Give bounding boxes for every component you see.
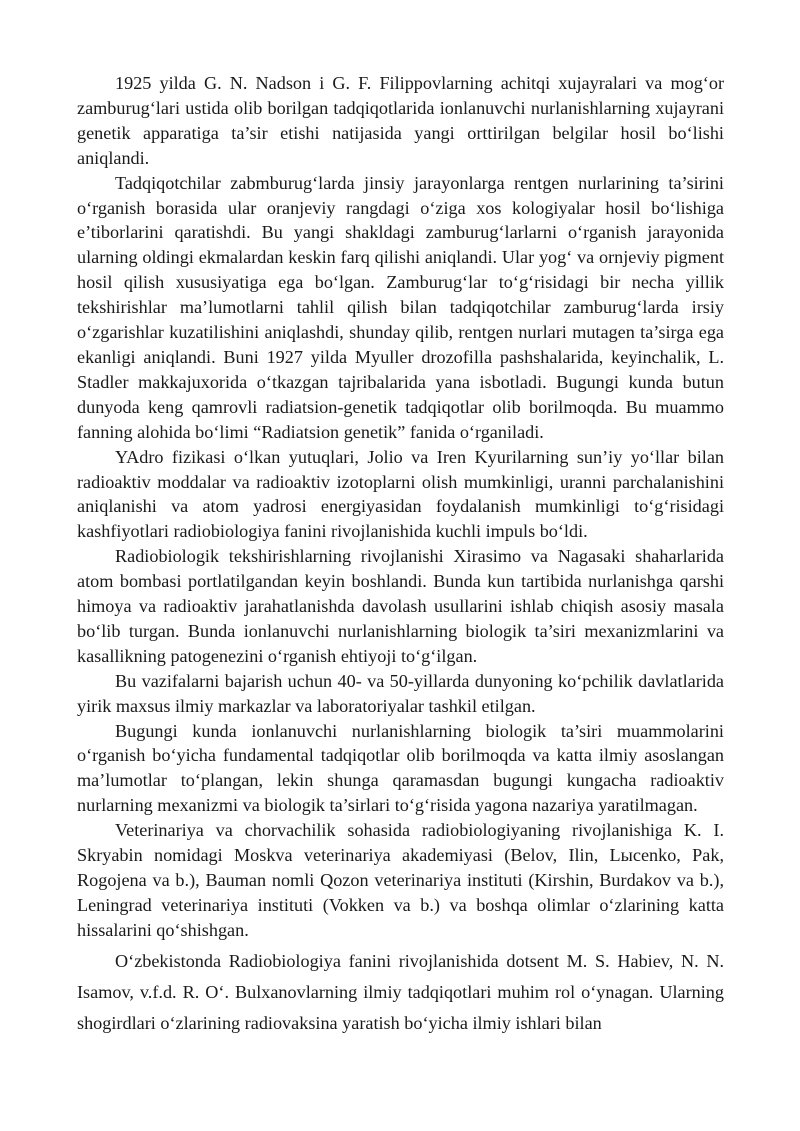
paragraph-nadson-filippov: 1925 yilda G. N. Nadson i G. F. Filippovlarning achitqi xujayralari va mog‘or zamburug‘lari ustida olib borilgan tadqiqotlarida ionlanuvchi nurlanishlarning xujayrani genetik apparatiga ta’sir etishi natijasida yangi orttirilgan belgilar hosil bo‘lishi aniqlandi. [77, 73, 724, 168]
paragraph-research-centers: Bu vazifalarni bajarish uchun 40- va 50-yillarda dunyoning ko‘pchilik davlatlarida yirik maxsus ilmiy markazlar va laboratoriyalar tashkil etilgan. [77, 670, 724, 716]
document-page [77, 71, 724, 1039]
paragraph-hiroshima-nagasaki: Radiobiologik tekshirishlarning rivojlanishi Xirasimo va Nagasaki shaharlarida atom bombasi portlatilgandan keyin boshlandi. Bunda kun tartibida nurlanishga qarshi himoya va radioaktiv jarahatlanishda davolash usullarini ishlab chiqish asosiy masala bo‘lib turgan. Bunda ionlanuvchi nurlanishlarning biologik ta’siri mexanizmlarini va kasallikning patogenezini o‘rganish ehtiyoji to‘g‘ilgan. [77, 546, 724, 666]
paragraph-nuclear-physics: YAdro fizikasi o‘lkan yutuqlari, Jolio va Iren Kyurilarning sun’iy yo‘llar bilan radioaktiv moddalar va radioaktiv izotoplarni olish mumkinligi, uranni parchalanishini aniqlanishi va atom yadrosi energiyasidan foydalanish mumkinligi to‘g‘risidagi kashfiyotlari radiobiologiya fanini rivojlanishida kuchli impuls bo‘ldi. [77, 446, 724, 542]
paragraph-fungi-xray-research: Tadqiqotchilar zabmburug‘larda jinsiy jarayonlarga rentgen nurlarining ta’sirini o‘rganish borasida ular oranjeviy rangdagi o‘ziga xos kologiyalar hosil bo‘lishiga e’tiborlarini qaratishdi. Bu yangi shakldagi zamburug‘larlarni o‘rganish jarayonida ularning oldingi ekmalardan keskin farq qilishi aniqlandi. Ular yog‘ va ornjeviy pigment hosil qilish xususiyatiga ega bo‘lgan. Zamburug‘lar to‘g‘risidagi bir necha yillik tekshirishlar ma’lumotlarni tahlil qilish bilan tadqiqotchilar zamburug‘larda irsiy o‘zgarishlar kuzatilishini aniqlashdi, shunday qilib, rentgen nurlari mutagen ta’sirga ega ekanligi aniqlandi. Buni 1927 yilda Myuller drozofilla pashshalarida, keyinchalik, L. Stadler makkajuxorida o‘tkazgan tajribalarida yana isbotladi. Bugungi kunda butun dunyoda keng qamrovli radiatsion-genetik tadqiqotlar olib borilmoqda. Bu muammo fanning alohida bo‘limi “Radiatsion genetik” fanida o‘rganiladi. [77, 172, 724, 442]
paragraph-fundamental-research: Bugungi kunda ionlanuvchi nurlanishlarning biologik ta’siri muammolarini o‘rganish bo‘yicha fundamental tadqiqotlar olib borilmoqda va katta ilmiy asoslangan ma’lumotlar to‘plangan, lekin shunga qaramasdan bugungi kungacha radioaktiv nurlarning mexanizmi va biologik ta’sirlari to‘g‘risida yagona nazariya yaratilmagan. [77, 720, 724, 816]
paragraph-veterinary-institutes: Veterinariya va chorvachilik sohasida radiobiologiyaning rivojlanishiga K. I. Skryabin nomidagi Moskva veterinariya akademiyasi (Belov, Ilin, Lысenko, Pak, Rogojena va b.), Bauman nomli Qozon veterinariya instituti (Kirshin, Burdakov va b.), Leningrad veterinariya instituti (Vokken va b.) va boshqa olimlar o‘zlarining katta hissalarini qo‘shishgan. [77, 820, 724, 940]
paragraph-uzbekistan-radiobiology: O‘zbekistonda Radiobiologiya fanini rivojlanishida dotsent M. S. Habiev, N. N. Isamov, v.f.d. R. O‘. Bulxanovlarning ilmiy tadqiqotlari muhim rol o‘ynagan. Ularning shogirdlari o‘zlarining radiovaksina yaratish bo‘yicha ilmiy ishlari bilan [77, 950, 724, 1033]
